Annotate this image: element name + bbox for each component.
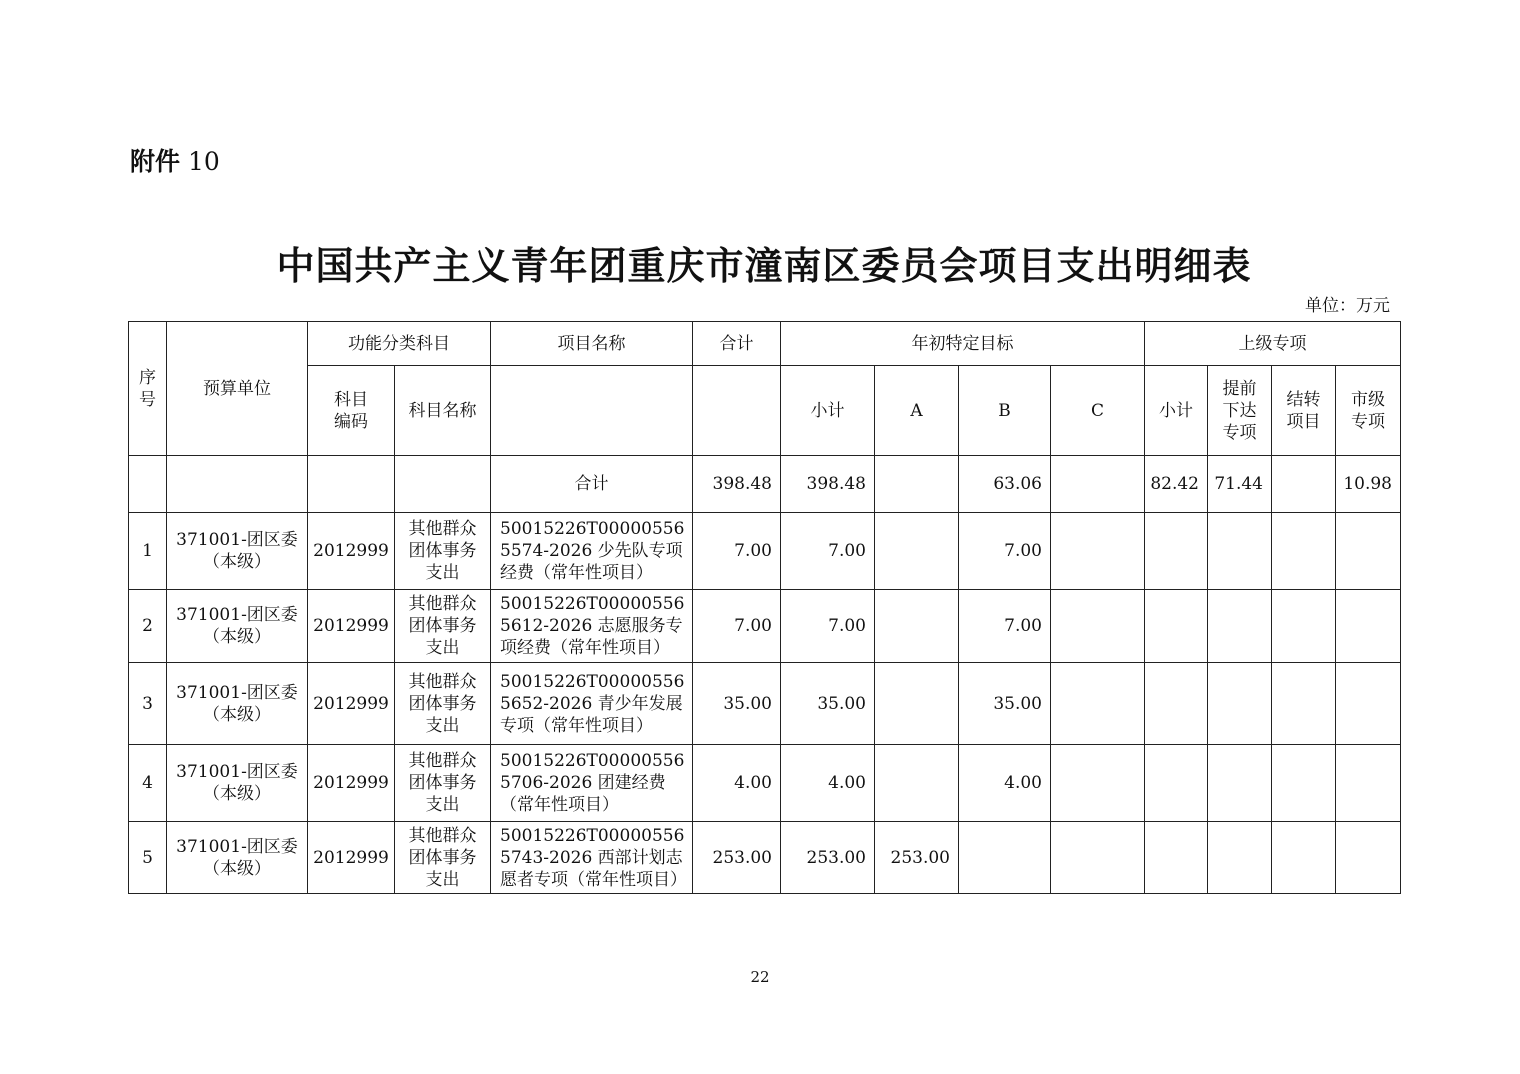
row-advance (1208, 822, 1272, 894)
row-target-subtotal: 7.00 (781, 590, 875, 663)
header-city-label: 市级专项 (1351, 389, 1385, 432)
row-subject-name (395, 663, 491, 745)
header-carryover-label: 结转项目 (1286, 389, 1321, 432)
header-row-1 (129, 322, 1401, 366)
header-project-name: 项目名称 (491, 322, 693, 366)
header-total-blank (693, 366, 781, 456)
header-row-2 (129, 366, 1401, 456)
row-subject-name-text: 其他群众团体事务支出 (408, 519, 477, 583)
document-title: 中国共产主义青年团重庆市潼南区委员会项目支出明细表 (276, 243, 1252, 288)
row-city (1336, 663, 1401, 745)
table-row (129, 513, 1401, 590)
row-project-name: 50015226T000005565743-2026 西部计划志愿者专项（常年性项目） (491, 822, 693, 894)
header-advance-label: 提前下达专项 (1222, 378, 1257, 443)
row-target-subtotal: 7.00 (781, 513, 875, 590)
row-a (875, 590, 959, 663)
row-carryover (1272, 745, 1336, 822)
row-total: 4.00 (693, 745, 781, 822)
row-a (875, 663, 959, 745)
row-carryover (1272, 590, 1336, 663)
row-sup-subtotal (1145, 745, 1208, 822)
row-budget-unit-text: 371001-团区委（本级） (176, 530, 298, 572)
row-subject-name-text: 其他群众团体事务支出 (408, 825, 477, 890)
header-target-subtotal: 小计 (781, 366, 875, 456)
row-b (959, 822, 1051, 894)
header-col-b: B (959, 366, 1051, 456)
header-project-name-blank (491, 366, 693, 456)
summary-seq (129, 456, 167, 513)
header-seq-label: 序号 (139, 367, 156, 410)
row-seq: 1 (129, 513, 167, 590)
row-project-name: 50015226T000005565652-2026 青少年发展专项（常年性项目） (491, 663, 693, 745)
summary-a (875, 456, 959, 513)
header-col-a: A (875, 366, 959, 456)
row-subject-code: 2012999 (308, 513, 395, 590)
summary-b: 63.06 (959, 456, 1051, 513)
row-subject-code: 2012999 (308, 663, 395, 745)
row-target-subtotal: 35.00 (781, 663, 875, 745)
row-b: 4.00 (959, 745, 1051, 822)
header-carryover (1272, 366, 1336, 456)
row-project-name: 50015226T000005565612-2026 志愿服务专项经费（常年性项目） (491, 590, 693, 663)
row-budget-unit (167, 513, 308, 590)
row-project-name: 50015226T000005565574-2026 少先队专项经费（常年性项目） (491, 513, 693, 590)
row-seq: 2 (129, 590, 167, 663)
summary-advance: 71.44 (1208, 456, 1272, 513)
summary-target-subtotal: 398.48 (781, 456, 875, 513)
row-total: 7.00 (693, 513, 781, 590)
header-total: 合计 (693, 322, 781, 366)
row-a: 253.00 (875, 822, 959, 894)
header-func-class: 功能分类科目 (308, 322, 491, 366)
row-c (1051, 590, 1145, 663)
row-subject-name-text: 其他群众团体事务支出 (408, 594, 477, 658)
summary-c (1051, 456, 1145, 513)
row-seq: 4 (129, 745, 167, 822)
header-superior: 上级专项 (1145, 322, 1401, 366)
row-carryover (1272, 663, 1336, 745)
row-project-name: 50015226T000005565706-2026 团建经费（常年性项目） (491, 745, 693, 822)
row-target-subtotal: 4.00 (781, 745, 875, 822)
table-row (129, 590, 1401, 663)
summary-name (395, 456, 491, 513)
row-advance (1208, 590, 1272, 663)
unit-label: 单位：万元 (1305, 296, 1390, 316)
header-advance (1208, 366, 1272, 456)
row-budget-unit (167, 745, 308, 822)
row-city (1336, 822, 1401, 894)
table-row (129, 822, 1401, 894)
row-c (1051, 745, 1145, 822)
row-total: 253.00 (693, 822, 781, 894)
row-a (875, 745, 959, 822)
row-total: 35.00 (693, 663, 781, 745)
row-sup-subtotal (1145, 513, 1208, 590)
header-subject-code (308, 366, 395, 456)
row-c (1051, 663, 1145, 745)
row-budget-unit (167, 663, 308, 745)
header-subject-name: 科目名称 (395, 366, 491, 456)
header-annual-target: 年初特定目标 (781, 322, 1145, 366)
row-subject-name (395, 513, 491, 590)
row-budget-unit-text: 371001-团区委（本级） (176, 605, 298, 647)
row-budget-unit-text: 371001-团区委（本级） (176, 682, 298, 725)
row-carryover (1272, 513, 1336, 590)
annex-number: 10 (187, 147, 220, 176)
row-carryover (1272, 822, 1336, 894)
row-subject-name (395, 822, 491, 894)
row-seq: 5 (129, 822, 167, 894)
annex-label (130, 146, 220, 178)
row-subject-code: 2012999 (308, 745, 395, 822)
row-subject-code: 2012999 (308, 822, 395, 894)
row-b: 7.00 (959, 513, 1051, 590)
summary-unit (167, 456, 308, 513)
header-col-c: C (1051, 366, 1145, 456)
row-sup-subtotal (1145, 822, 1208, 894)
row-budget-unit-text: 371001-团区委（本级） (176, 762, 298, 804)
row-subject-name-text: 其他群众团体事务支出 (408, 671, 477, 736)
row-target-subtotal: 253.00 (781, 822, 875, 894)
row-city (1336, 590, 1401, 663)
row-b: 35.00 (959, 663, 1051, 745)
row-budget-unit (167, 590, 308, 663)
row-subject-name (395, 590, 491, 663)
header-seq (129, 322, 167, 456)
row-city (1336, 745, 1401, 822)
header-budget-unit: 预算单位 (167, 322, 308, 456)
table-row (129, 745, 1401, 822)
summary-row (129, 456, 1401, 513)
row-city (1336, 513, 1401, 590)
row-c (1051, 822, 1145, 894)
row-sup-subtotal (1145, 590, 1208, 663)
row-sup-subtotal (1145, 663, 1208, 745)
summary-city: 10.98 (1336, 456, 1401, 513)
row-total: 7.00 (693, 590, 781, 663)
row-seq: 3 (129, 663, 167, 745)
row-advance (1208, 663, 1272, 745)
summary-code (308, 456, 395, 513)
table-row (129, 663, 1401, 745)
row-c (1051, 513, 1145, 590)
row-a (875, 513, 959, 590)
row-budget-unit-text: 371001-团区委（本级） (176, 836, 298, 879)
annex-prefix: 附件 (130, 147, 181, 176)
summary-sup-subtotal: 82.42 (1145, 456, 1208, 513)
expenditure-table (128, 321, 1401, 894)
summary-total: 398.48 (693, 456, 781, 513)
row-advance (1208, 513, 1272, 590)
header-sup-subtotal: 小计 (1145, 366, 1208, 456)
header-city (1336, 366, 1401, 456)
summary-carryover (1272, 456, 1336, 513)
row-subject-name-text: 其他群众团体事务支出 (408, 751, 477, 815)
row-subject-name (395, 745, 491, 822)
row-advance (1208, 745, 1272, 822)
header-subject-code-label: 科目编码 (334, 389, 368, 432)
row-b: 7.00 (959, 590, 1051, 663)
summary-label: 合计 (491, 456, 693, 513)
page-number: 22 (750, 968, 770, 986)
row-subject-code: 2012999 (308, 590, 395, 663)
row-budget-unit (167, 822, 308, 894)
